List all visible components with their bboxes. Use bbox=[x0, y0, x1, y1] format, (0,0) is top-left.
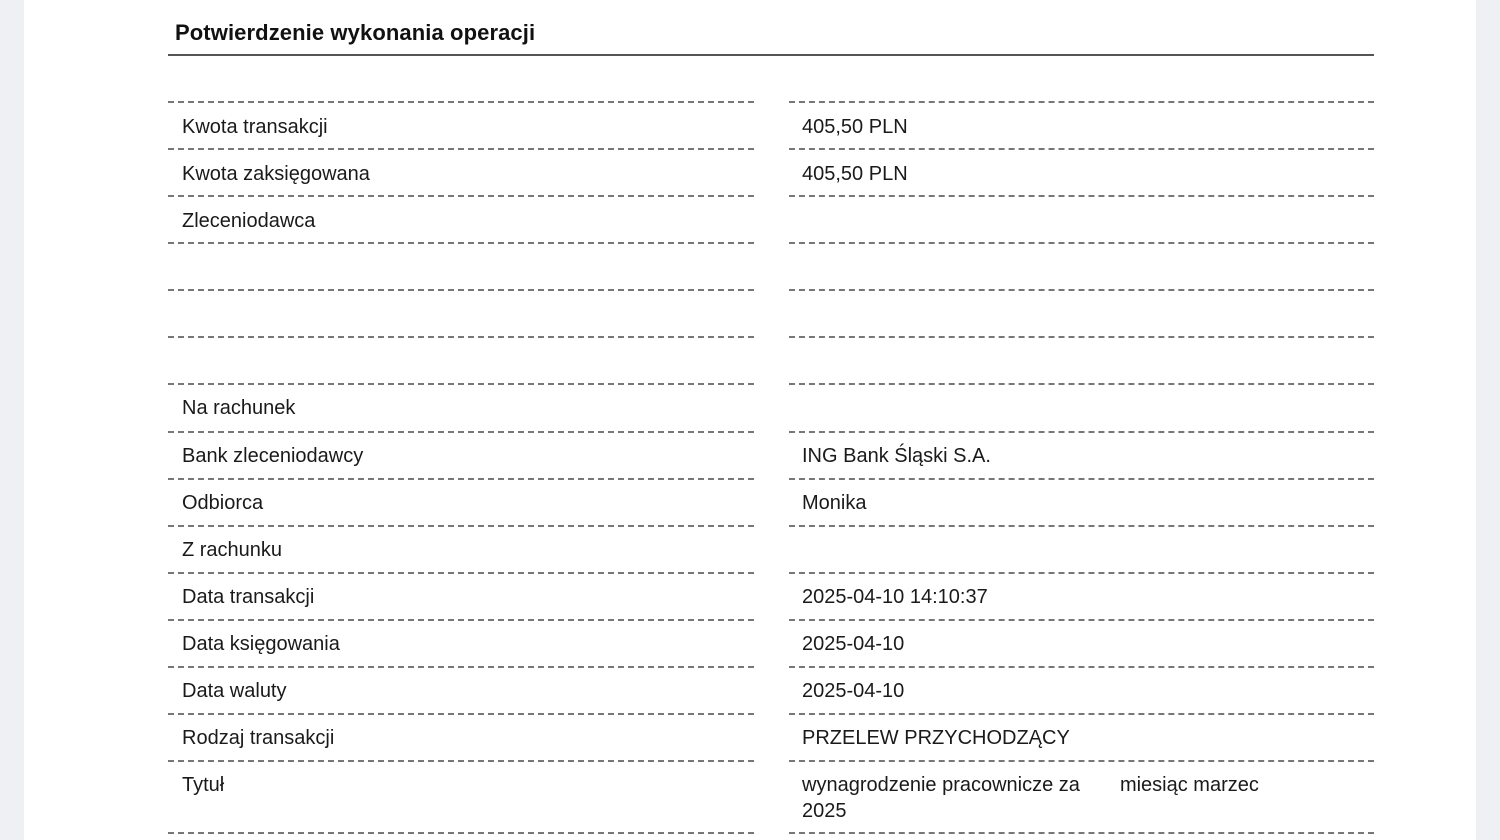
viewer-background bbox=[1476, 0, 1500, 840]
row-separator bbox=[168, 760, 754, 762]
label-value-date: Data waluty bbox=[182, 680, 287, 702]
row-separator bbox=[168, 431, 754, 433]
label-ordering-party: Zleceniodawca bbox=[182, 210, 316, 232]
row-separator bbox=[789, 289, 1374, 291]
label-booked-amount: Kwota zaksięgowana bbox=[182, 163, 370, 185]
value-title bbox=[802, 772, 1259, 824]
row-separator bbox=[168, 383, 754, 385]
label-ordering-bank: Bank zleceniodawcy bbox=[182, 445, 364, 467]
row-separator bbox=[168, 666, 754, 668]
value-booking-date: 2025-04-10 bbox=[802, 633, 905, 655]
row-separator bbox=[789, 431, 1374, 433]
row-separator bbox=[168, 148, 754, 150]
row-separator bbox=[789, 713, 1374, 715]
row-separator bbox=[789, 383, 1374, 385]
row-separator bbox=[168, 572, 754, 574]
document-title: Potwierdzenie wykonania operacji bbox=[175, 20, 536, 45]
row-separator bbox=[789, 101, 1374, 103]
row-separator bbox=[789, 148, 1374, 150]
label-amount: Kwota transakcji bbox=[182, 116, 328, 138]
row-separator bbox=[789, 478, 1374, 480]
value-title-line-1 bbox=[802, 772, 1259, 798]
row-separator bbox=[168, 478, 754, 480]
label-to-account: Na rachunek bbox=[182, 397, 296, 419]
row-separator bbox=[789, 525, 1374, 527]
row-separator bbox=[168, 619, 754, 621]
row-separator bbox=[789, 760, 1374, 762]
value-ordering-bank: ING Bank Śląski S.A. bbox=[802, 445, 991, 467]
row-separator bbox=[168, 336, 754, 338]
title-divider bbox=[168, 54, 1374, 56]
row-separator bbox=[168, 289, 754, 291]
label-title: Tytuł bbox=[182, 774, 225, 796]
row-separator bbox=[789, 242, 1374, 244]
row-separator bbox=[789, 336, 1374, 338]
row-separator bbox=[789, 619, 1374, 621]
value-title-line-2: 2025 bbox=[802, 800, 847, 822]
label-transaction-date: Data transakcji bbox=[182, 586, 315, 608]
row-separator bbox=[789, 195, 1374, 197]
row-separator bbox=[168, 195, 754, 197]
row-separator bbox=[789, 572, 1374, 574]
confirmation-document bbox=[24, 0, 1476, 840]
row-separator bbox=[168, 832, 754, 834]
label-transaction-type: Rodzaj transakcji bbox=[182, 727, 335, 749]
row-separator bbox=[789, 666, 1374, 668]
value-value-date: 2025-04-10 bbox=[802, 680, 905, 702]
value-transaction-type: PRZELEW PRZYCHODZĄCY bbox=[802, 727, 1070, 749]
value-recipient: Monika bbox=[802, 492, 867, 514]
label-recipient: Odbiorca bbox=[182, 492, 264, 514]
row-separator bbox=[168, 525, 754, 527]
value-title-part-2: miesiąc marzec bbox=[1119, 774, 1259, 796]
label-booking-date: Data księgowania bbox=[182, 633, 340, 655]
value-amount: 405,50 PLN bbox=[802, 116, 908, 138]
row-separator bbox=[789, 832, 1374, 834]
row-separator bbox=[168, 242, 754, 244]
value-title-part-1: wynagrodzenie pracownicze za bbox=[802, 774, 1080, 796]
value-booked-amount: 405,50 PLN bbox=[802, 163, 908, 185]
row-separator bbox=[168, 101, 754, 103]
value-transaction-date: 2025-04-10 14:10:37 bbox=[802, 586, 988, 608]
row-separator bbox=[168, 713, 754, 715]
label-from-account: Z rachunku bbox=[182, 539, 283, 561]
